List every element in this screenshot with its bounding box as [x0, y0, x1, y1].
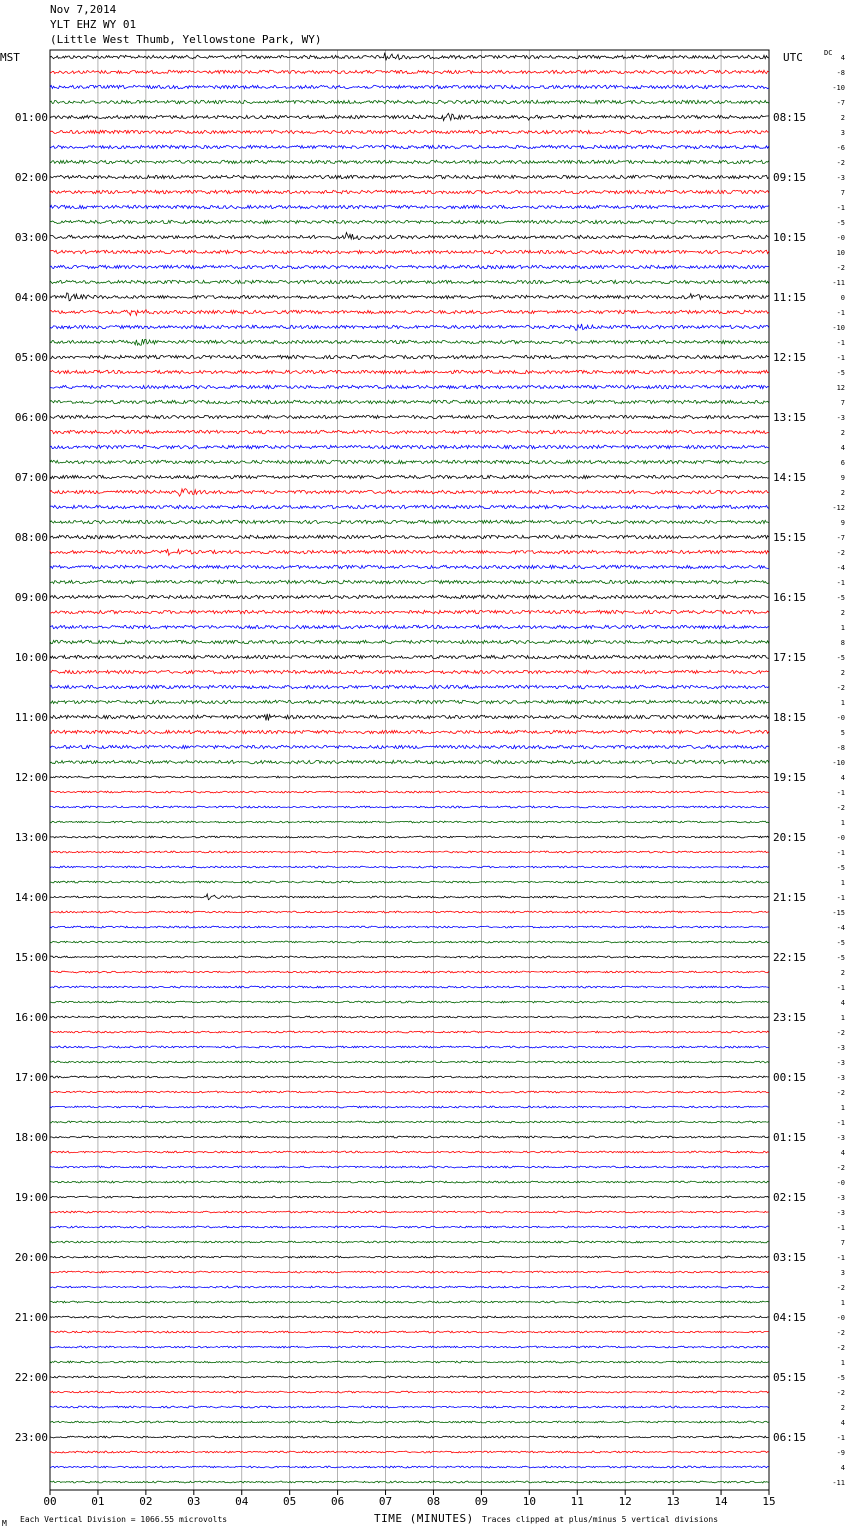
seismic-trace: [50, 1226, 769, 1228]
mst-hour-label: 02:00: [14, 171, 48, 184]
dc-offset-label: 9: [840, 474, 845, 482]
utc-hour-label: 10:15: [773, 231, 807, 244]
mst-hour-label: 18:00: [14, 1131, 48, 1144]
seismic-trace: [50, 1046, 769, 1048]
seismic-trace: [50, 1196, 769, 1198]
dc-offset-label: -3: [836, 1194, 845, 1202]
dc-offset-label: 1: [840, 699, 845, 707]
seismic-trace: [50, 475, 769, 478]
seismic-trace: [50, 85, 769, 88]
dc-offset-label: -0: [836, 1314, 845, 1322]
seismic-trace: [50, 625, 769, 628]
seismic-trace: [50, 489, 769, 497]
seismic-trace: [50, 250, 769, 253]
dc-offset-label: -8: [836, 69, 845, 77]
dc-offset-label: -10: [832, 84, 845, 92]
dc-offset-label: 4: [840, 999, 845, 1007]
mst-hour-label: 08:00: [14, 531, 48, 544]
dc-offset-label: -1: [836, 354, 845, 362]
seismic-trace: [50, 430, 769, 433]
mst-hour-label: 23:00: [14, 1431, 48, 1444]
seismic-trace: [50, 971, 769, 973]
dc-offset-label: -1: [836, 309, 845, 317]
seismic-trace: [50, 520, 769, 523]
utc-label: UTC: [783, 51, 803, 64]
seismic-trace: [50, 1181, 769, 1183]
dc-offset-label: -1: [836, 339, 845, 347]
chart-date: Nov 7,2014: [50, 3, 117, 16]
dc-offset-label: 3: [840, 1269, 845, 1277]
dc-offset-label: 7: [840, 189, 845, 197]
seismic-trace: [50, 1151, 769, 1153]
dc-offset-label: -1: [836, 984, 845, 992]
seismic-trace: [50, 894, 769, 900]
seismic-trace: [50, 580, 769, 583]
dc-offset-label: 2: [840, 114, 845, 122]
seismic-trace: [50, 1301, 769, 1303]
x-tick-label: 06: [330, 1495, 345, 1508]
seismic-trace: [50, 400, 769, 403]
dc-offset-label: -1: [836, 849, 845, 857]
dc-offset-label: -2: [836, 1284, 845, 1292]
x-tick-label: 01: [91, 1495, 105, 1508]
seismic-trace: [50, 911, 769, 913]
dc-offset-label: -9: [836, 1449, 845, 1457]
clip-note: Traces clipped at plus/minus 5 vertical divisions: [482, 1515, 719, 1524]
dc-offset-label: -4: [836, 924, 845, 932]
dc-offset-label: -2: [836, 1389, 845, 1397]
dc-offset-label: -0: [836, 714, 845, 722]
dc-offset-label: -2: [836, 1329, 845, 1337]
seismic-trace: [50, 460, 769, 463]
seismic-trace: [50, 1466, 769, 1468]
mst-hour-label: 21:00: [14, 1311, 48, 1324]
utc-hour-label: 05:15: [773, 1371, 807, 1384]
utc-hour-label: 01:15: [773, 1131, 807, 1144]
seismic-trace: [50, 1016, 769, 1018]
dc-offset-label: -5: [836, 219, 845, 227]
dc-offset-label: -1: [836, 1119, 845, 1127]
seismic-trace: [50, 233, 769, 240]
seismic-trace: [50, 1076, 769, 1078]
x-tick-label: 05: [283, 1495, 297, 1508]
seismic-trace: [50, 700, 769, 703]
seismic-trace: [50, 1031, 769, 1033]
seismic-trace: [50, 1436, 769, 1438]
chart-station: YLT EHZ WY 01: [50, 18, 137, 31]
dc-offset-label: -2: [836, 1029, 845, 1037]
seismic-trace: [50, 1421, 769, 1423]
dc-offset-label: 8: [840, 639, 845, 647]
seismic-trace: [50, 220, 769, 223]
seismic-trace: [50, 53, 769, 61]
x-tick-label: 14: [714, 1495, 728, 1508]
x-tick-label: 08: [426, 1495, 441, 1508]
seismic-trace: [50, 595, 769, 599]
seismic-trace: [50, 1406, 769, 1408]
mst-hour-label: 17:00: [14, 1071, 48, 1084]
dc-offset-label: 1: [840, 819, 845, 827]
utc-hour-label: 20:15: [773, 831, 807, 844]
dc-offset-label: -1: [836, 789, 845, 797]
seismic-trace: [50, 535, 769, 538]
x-tick-label: 15: [762, 1495, 776, 1508]
dc-offset-label: -7: [836, 99, 845, 107]
dc-offset-label: -4: [836, 564, 845, 572]
utc-hour-label: 23:15: [773, 1011, 807, 1024]
utc-hour-label: 12:15: [773, 351, 807, 364]
dc-offset-label: -0: [836, 1179, 845, 1187]
dc-offset-label: -3: [836, 1074, 845, 1082]
dc-offset-label: -6: [836, 144, 845, 152]
dc-offset-label: 2: [840, 609, 845, 617]
x-tick-label: 04: [235, 1495, 249, 1508]
dc-offset-label: 9: [840, 519, 845, 527]
mst-hour-label: 01:00: [14, 111, 48, 124]
seismic-trace: [50, 1241, 769, 1243]
mst-hour-label: 12:00: [14, 771, 48, 784]
dc-offset-label: -5: [836, 594, 845, 602]
dc-offset-label: 1: [840, 1104, 845, 1112]
mst-hour-label: 14:00: [14, 891, 48, 904]
x-tick-label: 10: [522, 1495, 536, 1508]
x-tick-label: 12: [618, 1495, 632, 1508]
dc-offset-label: -1: [836, 1254, 845, 1262]
x-tick-label: 03: [187, 1495, 201, 1508]
utc-hour-label: 15:15: [773, 531, 807, 544]
seismic-trace: [50, 1271, 769, 1273]
seismic-trace: [50, 1121, 769, 1123]
seismic-trace: [50, 851, 769, 853]
utc-hour-label: 18:15: [773, 711, 807, 724]
seismic-trace: [50, 293, 769, 301]
dc-offset-label: -3: [836, 1134, 845, 1142]
dc-offset-label: -2: [836, 684, 845, 692]
dc-offset-label: 1: [840, 1359, 845, 1367]
dc-offset-label: -2: [836, 804, 845, 812]
seismic-trace: [50, 655, 769, 658]
seismic-trace: [50, 549, 769, 556]
dc-offset-label: -1: [836, 579, 845, 587]
utc-hour-label: 09:15: [773, 171, 807, 184]
seismic-trace: [50, 265, 769, 268]
seismic-trace: [50, 190, 769, 193]
dc-offset-label: -3: [836, 174, 845, 182]
dc-offset-label: 3: [840, 129, 845, 137]
dc-offset-label: -5: [836, 1374, 845, 1382]
mst-hour-label: 06:00: [14, 411, 48, 424]
mst-hour-label: 16:00: [14, 1011, 48, 1024]
utc-hour-label: 00:15: [773, 1071, 807, 1084]
dc-offset-label: -2: [836, 159, 845, 167]
x-tick-label: 09: [474, 1495, 489, 1508]
seismic-trace: [50, 956, 769, 958]
seismic-trace: [50, 670, 769, 673]
seismic-trace: [50, 1331, 769, 1333]
dc-offset-label: -1: [836, 1434, 845, 1442]
dc-offset-label: -5: [836, 654, 845, 662]
dc-offset-label: 7: [840, 399, 845, 407]
seismic-trace: [50, 640, 769, 643]
dc-offset-label: -15: [832, 909, 845, 917]
dc-offset-label: 4: [840, 1419, 845, 1427]
seismic-trace: [50, 1361, 769, 1363]
dc-offset-label: 2: [840, 669, 845, 677]
dc-offset-label: -3: [836, 1059, 845, 1067]
seismic-trace: [50, 1061, 769, 1063]
dc-offset-label: -3: [836, 414, 845, 422]
seismic-trace: [50, 881, 769, 883]
seismic-trace: [50, 806, 769, 808]
seismic-trace: [50, 1211, 769, 1213]
x-tick-label: 00: [43, 1495, 57, 1508]
seismic-trace: [50, 986, 769, 988]
dc-offset-label: 2: [840, 969, 845, 977]
dc-offset-label: -3: [836, 1209, 845, 1217]
scale-note: Each Vertical Division = 1066.55 microvolts: [20, 1515, 228, 1524]
utc-hour-label: 13:15: [773, 411, 807, 424]
dc-offset-label: -2: [836, 549, 845, 557]
utc-hour-label: 11:15: [773, 291, 807, 304]
seismic-trace: [50, 160, 769, 163]
seismic-trace: [50, 1451, 769, 1453]
dc-offset-label: -2: [836, 264, 845, 272]
mst-hour-label: 09:00: [14, 591, 48, 604]
seismic-trace: [50, 70, 769, 73]
seismic-trace: [50, 791, 769, 793]
x-tick-label: 07: [378, 1495, 393, 1508]
seismic-trace: [50, 1481, 769, 1483]
seismic-trace: [50, 385, 769, 388]
dc-offset-label: -1: [836, 894, 845, 902]
seismic-trace: [50, 205, 769, 208]
dc-offset-label: -12: [832, 504, 845, 512]
utc-hour-label: 06:15: [773, 1431, 807, 1444]
dc-offset-label: 5: [840, 729, 845, 737]
seismic-trace: [50, 1391, 769, 1393]
utc-hour-label: 16:15: [773, 591, 807, 604]
seismic-trace: [50, 610, 769, 613]
seismic-trace: [50, 1346, 769, 1348]
mst-hour-label: 03:00: [14, 231, 48, 244]
mst-hour-label: 19:00: [14, 1191, 48, 1204]
seismic-trace: [50, 175, 769, 178]
utc-hour-label: 22:15: [773, 951, 807, 964]
dc-offset-label: 4: [840, 1149, 845, 1157]
dc-offset-label: 1: [840, 879, 845, 887]
dc-offset-label: -7: [836, 534, 845, 542]
dc-offset-label: -3: [836, 1044, 845, 1052]
dc-offset-label: 4: [840, 54, 845, 62]
dc-offset-label: -0: [836, 234, 845, 242]
dc-offset-label: -5: [836, 864, 845, 872]
dc-offset-label: -1: [836, 1224, 845, 1232]
seismic-trace: [50, 280, 769, 283]
dc-header-label: DC: [824, 49, 833, 57]
dc-offset-label: 4: [840, 774, 845, 782]
x-tick-label: 02: [139, 1495, 153, 1508]
dc-offset-label: -11: [832, 1479, 845, 1487]
dc-offset-label: -5: [836, 369, 845, 377]
seismic-trace: [50, 714, 769, 721]
dc-offset-label: 2: [840, 489, 845, 497]
dc-offset-label: -10: [832, 759, 845, 767]
seismic-trace: [50, 1136, 769, 1138]
seismic-trace: [50, 1256, 769, 1258]
seismic-trace: [50, 1376, 769, 1378]
seismic-trace: [50, 745, 769, 748]
dc-offset-label: -8: [836, 744, 845, 752]
seismic-trace: [50, 1166, 769, 1168]
x-axis-label: TIME (MINUTES): [374, 1512, 474, 1525]
utc-hour-label: 08:15: [773, 111, 807, 124]
utc-hour-label: 17:15: [773, 651, 807, 664]
seismic-trace: [50, 355, 769, 358]
seismic-trace: [50, 1286, 769, 1288]
seismic-trace: [50, 836, 769, 838]
utc-hour-label: 02:15: [773, 1191, 807, 1204]
seismic-trace: [50, 145, 769, 148]
mst-hour-label: 07:00: [14, 471, 48, 484]
mst-hour-label: 22:00: [14, 1371, 48, 1384]
mst-hour-label: 15:00: [14, 951, 48, 964]
seismic-trace: [50, 370, 769, 373]
seismic-trace: [50, 415, 769, 418]
x-tick-label: 13: [666, 1495, 680, 1508]
seismic-trace: [50, 1091, 769, 1093]
dc-offset-label: 4: [840, 444, 845, 452]
dc-offset-label: 1: [840, 1299, 845, 1307]
dc-offset-label: -10: [832, 324, 845, 332]
dc-offset-label: -5: [836, 939, 845, 947]
seismic-trace: [50, 776, 769, 778]
dc-offset-label: 2: [840, 429, 845, 437]
seismic-trace: [50, 445, 769, 448]
dc-offset-label: 1: [840, 1014, 845, 1022]
seismic-trace: [50, 130, 769, 133]
seismic-trace: [50, 1001, 769, 1003]
mst-hour-label: 11:00: [14, 711, 48, 724]
seismic-trace: [50, 339, 769, 345]
dc-offset-label: -11: [832, 279, 845, 287]
x-tick-label: 11: [570, 1495, 584, 1508]
dc-offset-label: 6: [840, 459, 845, 467]
utc-hour-label: 19:15: [773, 771, 807, 784]
chart-location: (Little West Thumb, Yellowstone Park, WY): [50, 33, 322, 46]
seismic-trace: [50, 324, 769, 330]
seismic-trace: [50, 941, 769, 943]
mst-hour-label: 20:00: [14, 1251, 48, 1264]
dc-offset-label: -2: [836, 1344, 845, 1352]
dc-offset-label: 0: [840, 294, 845, 302]
dc-offset-label: 1: [840, 624, 845, 632]
seismic-trace: [50, 113, 769, 120]
seismic-trace: [50, 310, 769, 316]
seismic-trace: [50, 565, 769, 568]
seismic-trace: [50, 505, 769, 508]
utc-hour-label: 04:15: [773, 1311, 807, 1324]
dc-offset-label: 7: [840, 1239, 845, 1247]
dc-offset-label: 4: [840, 1464, 845, 1472]
dc-offset-label: -0: [836, 834, 845, 842]
seismic-trace: [50, 821, 769, 823]
utc-hour-label: 14:15: [773, 471, 807, 484]
seismic-trace: [50, 1106, 769, 1108]
dc-offset-label: 10: [836, 249, 845, 257]
seismic-trace: [50, 866, 769, 868]
mst-hour-label: 04:00: [14, 291, 48, 304]
dc-offset-label: -2: [836, 1089, 845, 1097]
mst-hour-label: 05:00: [14, 351, 48, 364]
dc-offset-label: 12: [836, 384, 845, 392]
dc-offset-label: 2: [840, 1404, 845, 1412]
corner-mark: M: [2, 1519, 7, 1528]
seismic-trace: [50, 100, 769, 103]
mst-hour-label: 13:00: [14, 831, 48, 844]
dc-offset-label: -5: [836, 954, 845, 962]
utc-hour-label: 21:15: [773, 891, 807, 904]
dc-offset-label: -1: [836, 204, 845, 212]
mst-hour-label: 10:00: [14, 651, 48, 664]
seismic-trace: [50, 926, 769, 928]
utc-hour-label: 03:15: [773, 1251, 807, 1264]
seismic-trace: [50, 760, 769, 763]
seismic-trace: [50, 685, 769, 688]
dc-offset-label: -2: [836, 1164, 845, 1172]
seismic-trace: [50, 1316, 769, 1318]
mst-label: MST: [0, 51, 20, 64]
seismic-trace: [50, 730, 769, 733]
